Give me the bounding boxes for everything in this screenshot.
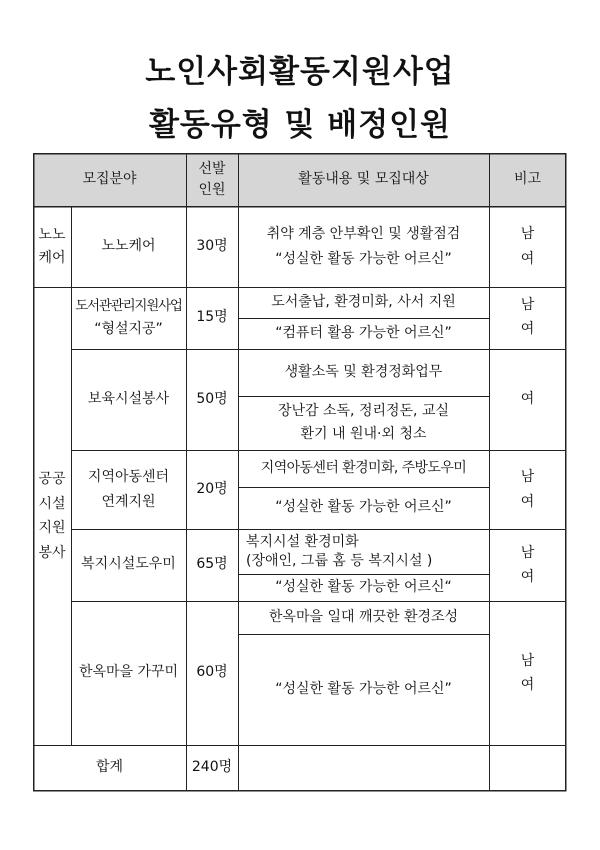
row-name-label: 노노케어 [101,237,156,254]
header-selected-line1: 선발 [198,160,226,177]
row-content-line: “성실한 활동 가능한 어르신” [275,250,452,267]
row-note-line: 남 [520,469,535,485]
category-public-line4: 봉사 [38,544,66,561]
row-count-value: 50명 [196,390,228,407]
row-note-line: 여 [520,321,535,337]
row-name-line: 연계지원 [101,493,156,510]
row-note-line: 남 [520,652,535,669]
header-selected-line2: 인원 [198,181,226,198]
total-label-text: 합계 [95,759,124,776]
header-note-label: 비고 [513,170,542,187]
row-note-line: 여 [520,250,535,267]
row-name-label: 한옥마을 가꾸미 [78,664,179,681]
row-note-line: 여 [520,390,535,407]
row-name-line: “형설지공” [94,320,163,337]
row-note-line: 여 [520,493,535,510]
document-title: 노인사회활동지원사업 [145,54,455,90]
total-count-value: 240명 [191,759,233,776]
row-content-line: 취약 계층 안부확인 및 생활점검 [266,226,461,242]
row-count-value: 15명 [196,309,228,326]
row-content-line: 생활소독 및 환경정화업무 [284,363,443,380]
header-content-label: 활동내용 및 모집대상 [298,170,429,187]
category-nonocare-line2: 케어 [38,249,66,266]
row-content-line: 장난감 소독, 정리정돈, 교실 [277,402,449,419]
row-name-label: 복지시설도우미 [81,556,176,573]
category-nonocare-line1: 노노 [38,227,66,244]
row-note-line: 여 [520,569,535,585]
row-note-line: 남 [520,544,535,561]
row-count-value: 20명 [196,480,228,497]
header-field-label: 모집분야 [82,170,137,187]
row-count-value: 30명 [196,237,228,254]
row-note-line: 남 [520,297,535,314]
document-subtitle: 활동유형 및 배정인원 [148,107,452,143]
row-content-line: 복지시설 환경미화 [246,534,359,551]
row-content-line: “컴퓨터 활용 가능한 어르신” [275,324,452,341]
row-name-line: 지역아동센터 [87,469,170,485]
row-content-line: 도서출납, 환경미화, 사서 지원 [271,293,456,310]
row-content-line: (장애인, 그룹 홈 등 복지시설 ) [246,552,433,569]
row-name-line: 도서관관리지원사업 [75,297,182,314]
row-content-line: 지역아동센터 환경미화, 주방도우미 [260,459,467,476]
row-content-line: 환기 내 원내·외 청소 [300,426,427,442]
row-content-line: “성실한 활동 가능한 어르신” [275,680,452,697]
row-note-line: 남 [520,226,535,242]
row-count-value: 60명 [196,664,228,681]
row-name-label: 보육시설봉사 [87,390,170,407]
category-public-line2: 시설 [38,495,66,512]
row-count-value: 65명 [196,556,228,573]
row-content-line: “성실한 활동 가능한 어르신“ [275,578,452,595]
category-public-line1: 공공 [38,471,66,487]
row-content-line: 한옥마을 일대 깨끗한 환경조성 [268,608,459,625]
row-content-line: “성실한 활동 가능한 어르신” [275,499,452,516]
row-note-line: 여 [520,677,535,693]
category-public-line3: 지원 [38,520,66,536]
